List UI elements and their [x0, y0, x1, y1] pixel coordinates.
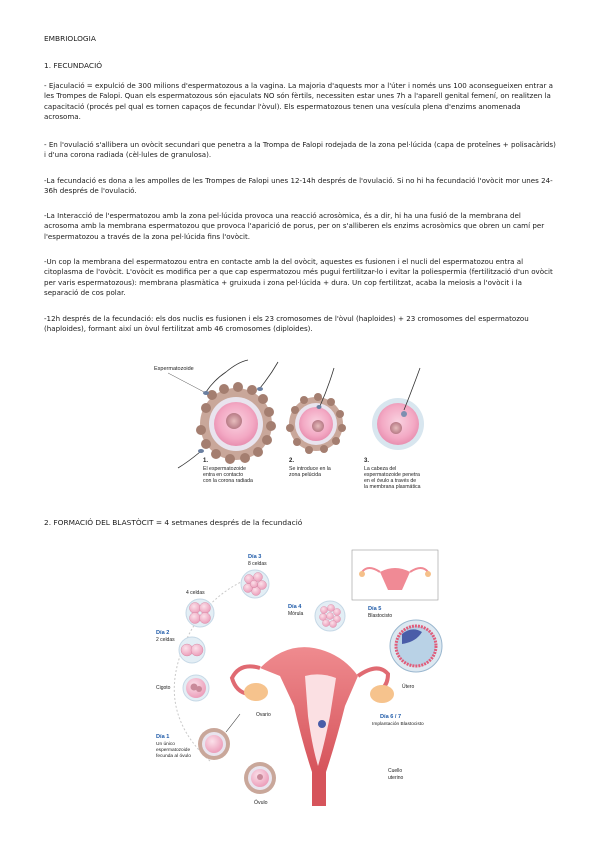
svg-text:con la corona radiada: con la corona radiada: [203, 478, 253, 484]
svg-text:fecunda al óvulo: fecunda al óvulo: [156, 754, 191, 759]
doc-title: EMBRIOLOGIA: [44, 34, 96, 43]
svg-text:Día 5: Día 5: [368, 606, 382, 612]
stage-4-cells: [186, 590, 214, 627]
egg-step-1: [178, 360, 278, 468]
paragraph-12h: -12h després de la fecundació: els dos nuclis es fusionen i els 23 cromosomes de l'òvul (haploides) + 23 cromosomes del espermatozou (haploides), formant així un òvul fertilitzat amb 46 cromosomes (diploides).: [44, 314, 529, 334]
ovary-label: Ovario: [256, 712, 271, 718]
svg-text:Día 4: Día 4: [288, 604, 302, 610]
paragraph-fusio-membranes: -Un cop la membrana del espermatozou entra en contacte amb la del ovòcit, aquestes es fusionen i el nucli del espermatozou entra al citoplasma de l'ovòcit. L'ovòcit es modifica per a que cap espermatozou més pugui fertilitzar-lo i evitar la poliespermia (fertilització d'un ovòcit per varis espermatozous): membrana plasmàtica + gruixuda i zona pel·lúcida + dura. Un cop fertilitzat, acaba la meiosis a l'ovòcit i la separació de cos polar.: [44, 257, 553, 298]
step-3-caption: [364, 458, 421, 490]
stage-day4-morula: [288, 601, 345, 631]
svg-text:espermatozoide penetra: espermatozoide penetra: [364, 472, 420, 478]
section1-heading: 1. FECUNDACIÓ: [44, 61, 103, 70]
implantation-label: [372, 714, 424, 727]
stage-day3: [241, 554, 269, 598]
svg-text:entra en contacto: entra en contacto: [203, 472, 244, 478]
uterus-label: Útero: [402, 684, 415, 690]
svg-text:Blastocisto: Blastocisto: [368, 613, 393, 619]
paragraph-reaccio-acrosomica: -La Interacció de l'espermatozou amb la zona pel·lúcida provoca una reacció acrosòmica, és a dir, hi ha una fusió de la membrana del acrosoma amb la membrana espermatozou que provoca l'aparició de porus, per on s'alliberen els enzims acrosòmics que obren un camí per l'espermatozou a través de la zona pel·lúcida fins l'ovòcit.: [44, 211, 545, 241]
stage-day5-blastocyst: [368, 606, 442, 672]
svg-text:2 celdas: 2 celdas: [156, 637, 175, 643]
svg-text:zona pelúcida: zona pelúcida: [289, 472, 322, 478]
svg-text:1.: 1.: [203, 458, 209, 464]
svg-text:2.: 2.: [289, 458, 295, 464]
paragraph-ejaculacio: - Ejaculació = expulció de 300 milions d'espermatozous a la vagina. La majoria d'aquests mor a l'úter i només uns 100 aconsegueixen entrar a les Trompes de Falopi. Quan els espermatozous són ejaculats NO són fèrtils, necessiten estar unes 7h a l'aparell genital femení, on realitzen la capacitació (procés pel qual es tornen capaços de fecundar l'òvul). Els espermatozous tenen una vesícula plena d'enzims anomenada acrosoma.: [44, 81, 553, 122]
svg-text:espermatozoide: espermatozoide: [156, 748, 191, 753]
stage-zygote: [156, 675, 209, 701]
svg-text:La cabeza del: La cabeza del: [364, 466, 397, 472]
step-2-caption: [289, 458, 331, 478]
svg-text:Un único: Un único: [156, 742, 175, 747]
svg-text:Día 3: Día 3: [248, 554, 262, 560]
egg-step-2: [286, 368, 346, 454]
blastocyst-figure: [140, 546, 450, 814]
svg-text:Cuello: Cuello: [388, 768, 403, 774]
section2-heading: 2. FORMACIÓ DEL BLASTÒCIT = 4 setmanes després de la fecundació: [44, 518, 303, 527]
svg-text:3.: 3.: [364, 458, 370, 464]
svg-text:Se introduce en la: Se introduce en la: [289, 466, 331, 472]
svg-text:Cigoto: Cigoto: [156, 685, 171, 691]
svg-text:8 celdas: 8 celdas: [248, 561, 267, 567]
svg-text:El espermatozoide: El espermatozoide: [203, 466, 246, 472]
svg-text:Óvulo: Óvulo: [254, 800, 268, 806]
svg-text:Mórula: Mórula: [288, 611, 304, 617]
svg-text:Día 2: Día 2: [156, 630, 170, 636]
stage-day2: [156, 630, 205, 663]
svg-text:uterino: uterino: [388, 775, 404, 781]
uterus-inset: [352, 550, 438, 600]
svg-text:Día 6 / 7: Día 6 / 7: [380, 714, 402, 720]
stage-ovum: [244, 762, 276, 806]
cervix-label: [388, 768, 404, 781]
svg-text:4 celdas: 4 celdas: [186, 590, 205, 596]
egg-step-3: [372, 368, 424, 450]
svg-text:en el óvulo a través de: en el óvulo a través de: [364, 478, 417, 484]
svg-text:la membrana plasmática: la membrana plasmática: [364, 484, 421, 490]
paragraph-ovulacio: - En l'ovulació s'allibera un ovòcit secundari que penetra a la Trompa de Falopi rodejada de la zona pel·lúcida (capa de proteïnes + polisacàrids) i d'una corona radiada (cèl·lules de granulosa).: [44, 140, 556, 160]
sperm-label: Espermatozoide: [154, 366, 194, 372]
stage-day1: [156, 714, 240, 760]
svg-text:Día 1: Día 1: [156, 734, 170, 740]
svg-text:Implantación Blastocisto: Implantación Blastocisto: [372, 722, 424, 727]
fertilization-figure: [148, 358, 448, 500]
paragraph-fecundacio: -La fecundació es dona a les ampolles de les Trompes de Falopi unes 12-14h després de l'ovulació. Si no hi ha fecundació l'ovòcit mor unes 24-36h després de l'ovulació.: [44, 176, 553, 196]
